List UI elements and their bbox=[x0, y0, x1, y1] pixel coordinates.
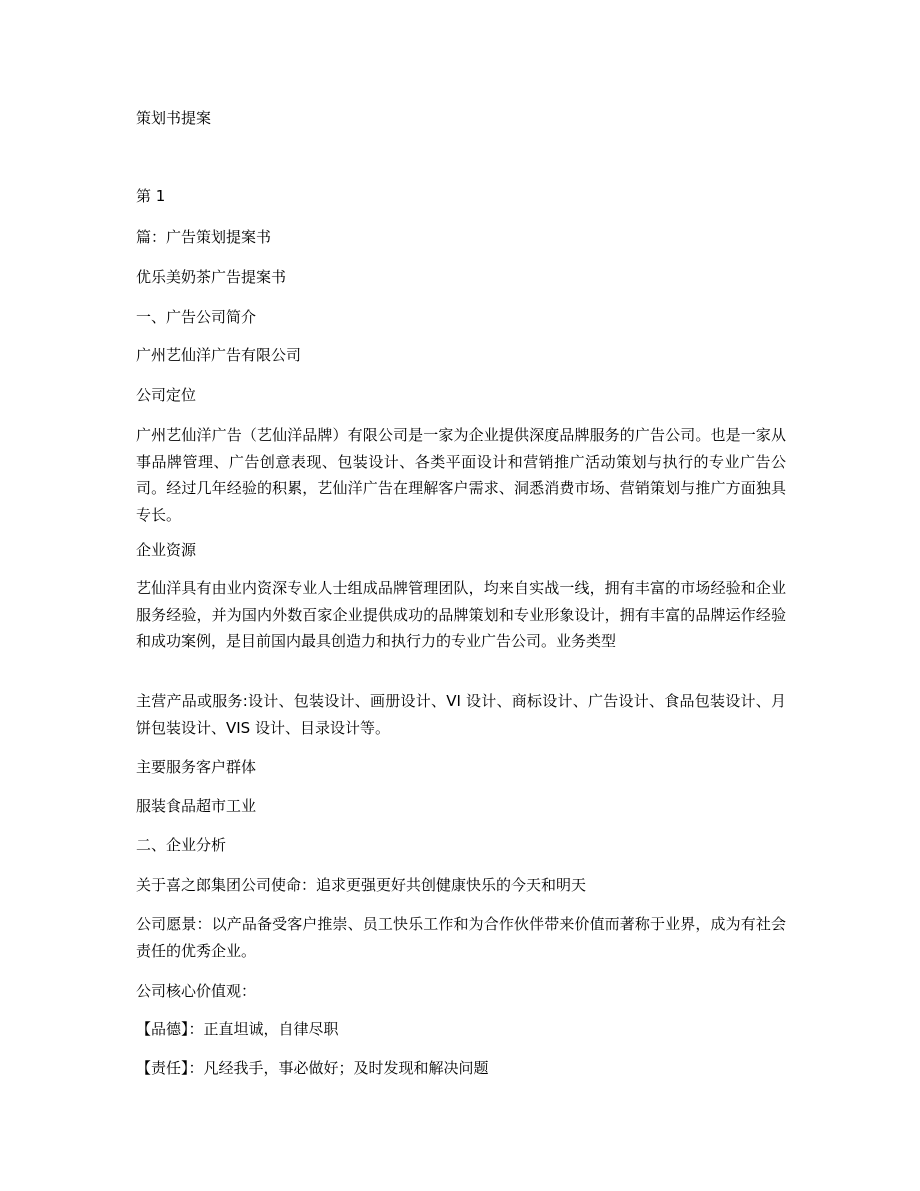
positioning-paragraph: 广州艺仙洋广告（艺仙洋品牌）有限公司是一家为企业提供深度品牌服务的广告公司。也是一家从事品牌管理、广告创意表现、包装设计、各类平面设计和营销推广活动策划与执行的专业广告公司。经过几年经验的积累，艺仙洋广告在理解客户需求、洞悉消费市场、营销策划与推广方面独具专长。 bbox=[136, 426, 786, 524]
mission-text: 关于喜之郎集团公司使命：追求更强更好共创健康快乐的今天和明天 bbox=[136, 876, 587, 894]
document-title: 策划书提案 bbox=[136, 109, 212, 127]
resources-paragraph: 艺仙洋具有由业内资深专业人士组成品牌管理团队，均来自实战一线，拥有丰富的市场经验和企业服务经验，并为国内外数百家企业提供成功的品牌策划和专业形象设计，拥有丰富的品牌运作经验和成功案例，是目前国内最具创造力和执行力的专业广告公司。业务类型 bbox=[136, 579, 786, 650]
clients-text: 服装食品超市工业 bbox=[136, 797, 257, 815]
value-item: 【责任】：凡经我手，事必做好；及时发现和解决问题 bbox=[136, 1059, 489, 1077]
vision-paragraph: 公司愿景：以产品备受客户推崇、员工快乐工作和为合作伙伴带来价值而著称于业界，成为有社会责任的优秀企业。 bbox=[136, 915, 786, 960]
positioning-heading: 公司定位 bbox=[136, 386, 197, 404]
section-heading-company-profile: 一、广告公司简介 bbox=[136, 308, 257, 326]
company-name: 广州艺仙洋广告有限公司 bbox=[136, 346, 302, 364]
clients-heading: 主要服务客户群体 bbox=[136, 758, 257, 776]
values-heading: 公司核心价值观： bbox=[136, 982, 257, 1000]
proposal-title: 优乐美奶茶广告提案书 bbox=[136, 268, 287, 286]
services-paragraph: 主营产品或服务:设计、包装设计、画册设计、VI 设计、商标设计、广告设计、食品包装设计、月饼包装设计、VIS 设计、目录设计等。 bbox=[136, 692, 786, 737]
part-number: 第 1 bbox=[136, 187, 166, 205]
value-item: 【品德】：正直坦诚，自律尽职 bbox=[136, 1020, 339, 1038]
part-title: 篇：广告策划提案书 bbox=[136, 228, 272, 246]
resources-heading: 企业资源 bbox=[136, 541, 197, 559]
section-heading-enterprise-analysis: 二、企业分析 bbox=[136, 836, 227, 854]
